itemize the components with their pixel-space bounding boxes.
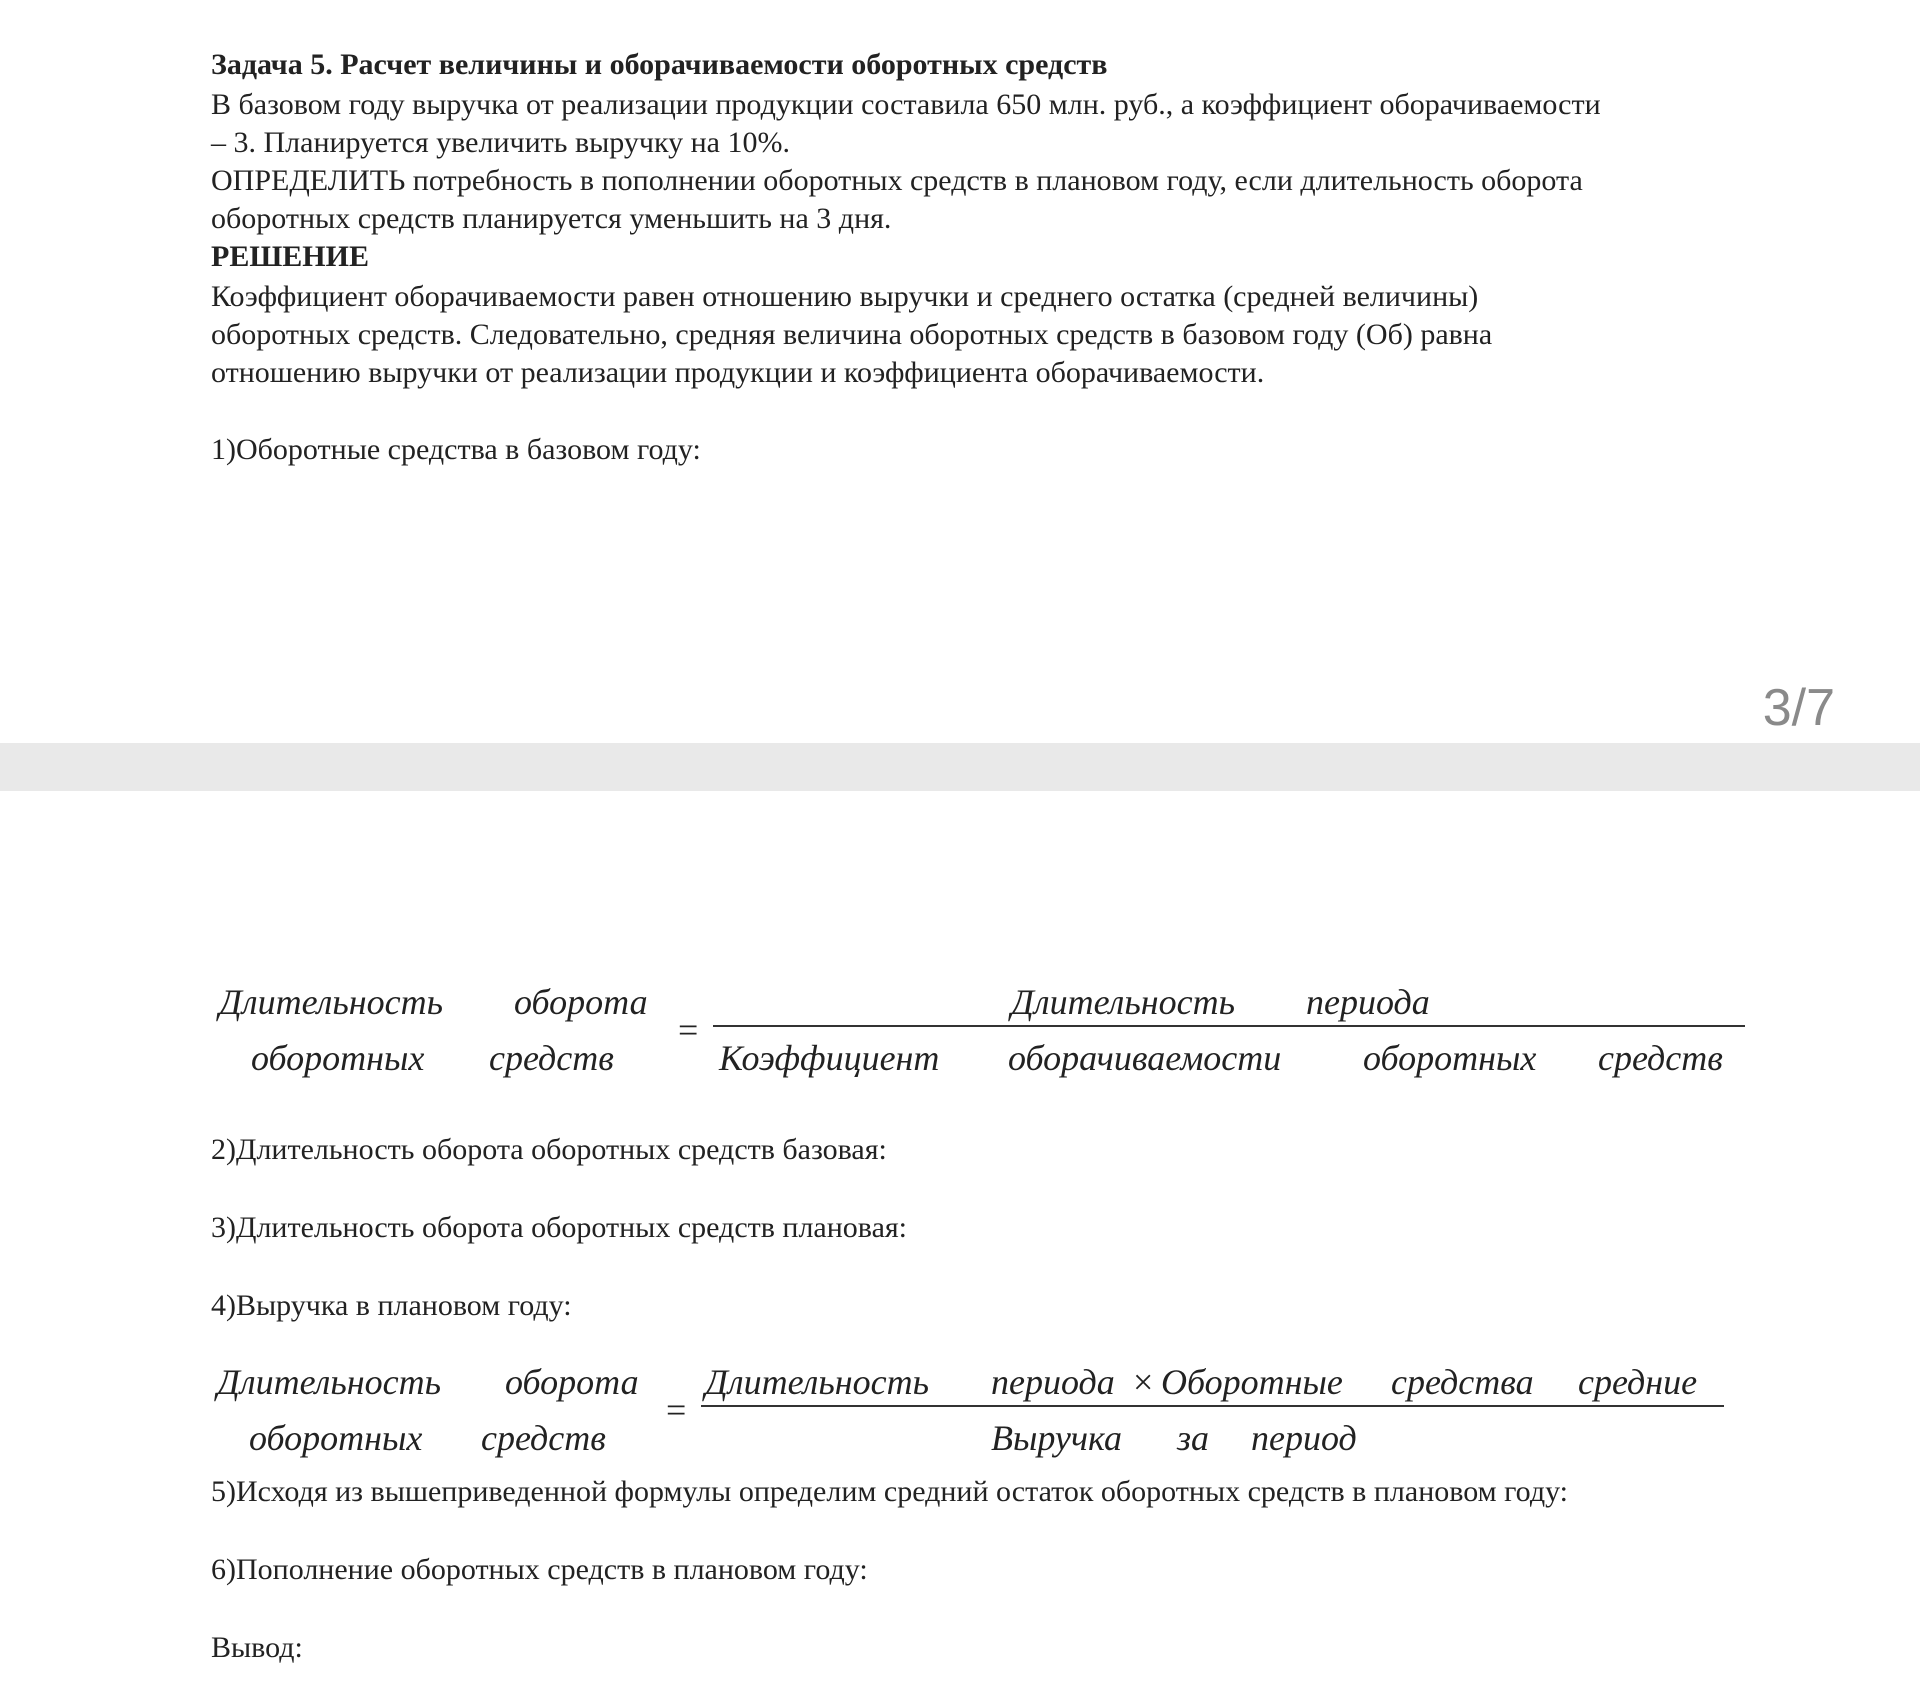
- formula2-numerator-3: Оборотные: [1161, 1362, 1343, 1402]
- step-5: 5)Исходя из вышеприведенной формулы определим средний остаток оборотных средств в плановом году:: [211, 1475, 1569, 1508]
- formula2-numerator-2: периода: [991, 1362, 1115, 1402]
- document-page-1: [0, 0, 1920, 743]
- formula1-lhs-bottom-2: средств: [489, 1038, 614, 1078]
- page-counter: 3/7: [1762, 679, 1835, 737]
- turnover-duration-formula: [211, 981, 1751, 1081]
- formula1-denominator-2: оборачиваемости: [1008, 1038, 1282, 1078]
- step-6: 6)Пополнение оборотных средств в плановом году:: [211, 1553, 868, 1586]
- task-title: Задача 5. Расчет величины и оборачиваемости оборотных средств: [211, 48, 1108, 81]
- formula2-numerator-4: средства: [1391, 1362, 1534, 1402]
- explanation-line-3: отношению выручки от реализации продукции и коэффициента оборачиваемости.: [211, 356, 1265, 389]
- formula1-lhs-bottom-1: оборотных: [251, 1038, 425, 1078]
- formula2-equals: =: [666, 1390, 687, 1430]
- formula2-numerator-1: Длительность: [705, 1362, 929, 1402]
- formula2-denominator-2: за: [1177, 1418, 1210, 1458]
- document-page-2: [0, 791, 1920, 1685]
- explanation-line-1: Коэффициент оборачиваемости равен отношению выручки и среднего остатка (средней величины): [211, 280, 1479, 313]
- formula2-lhs-bottom-2: средств: [481, 1418, 606, 1458]
- page-separator: [0, 743, 1920, 791]
- formula1-numerator-2: периода: [1306, 982, 1430, 1022]
- condition-line-1: В базовом году выручка от реализации продукции составила 650 млн. руб., а коэффициент оборачиваемости: [211, 88, 1601, 121]
- formula1-lhs-top-1: Длительность: [219, 982, 443, 1022]
- formula1-equals: =: [678, 1010, 699, 1050]
- task-line-2: оборотных средств планируется уменьшить на 3 дня.: [211, 202, 892, 235]
- formula1-fraction-bar: [713, 1025, 1745, 1027]
- formula2-lhs-bottom-1: оборотных: [249, 1418, 423, 1458]
- solution-heading: РЕШЕНИЕ: [211, 240, 369, 273]
- formula2-lhs-top-2: оборота: [505, 1362, 639, 1402]
- formula2-fraction-bar: [701, 1405, 1724, 1407]
- formula1-numerator-1: Длительность: [1011, 982, 1235, 1022]
- formula1-denominator-3: оборотных: [1363, 1038, 1537, 1078]
- step-2: 2)Длительность оборота оборотных средств базовая:: [211, 1133, 887, 1166]
- formula1-denominator-1: Коэффициент: [719, 1038, 940, 1078]
- turnover-duration-detailed-formula: [211, 1361, 1731, 1461]
- formula1-lhs-top-2: оборота: [514, 982, 648, 1022]
- task-line-1: ОПРЕДЕЛИТЬ потребность в пополнении оборотных средств в плановом году, если длительность оборота: [211, 164, 1583, 197]
- formula2-numerator-5: средние: [1578, 1362, 1698, 1402]
- step-3: 3)Длительность оборота оборотных средств плановая:: [211, 1211, 908, 1244]
- formula2-denominator-1: Выручка: [991, 1418, 1122, 1458]
- step-1: 1)Оборотные средства в базовом году:: [211, 433, 701, 466]
- formula2-lhs-top-1: Длительность: [217, 1362, 441, 1402]
- formula2-denominator-3: период: [1251, 1418, 1357, 1458]
- condition-line-2: – 3. Планируется увеличить выручку на 10%.: [211, 126, 790, 159]
- formula2-multiply: ×: [1133, 1362, 1154, 1402]
- step-4: 4)Выручка в плановом году:: [211, 1289, 572, 1322]
- conclusion-label: Вывод:: [211, 1631, 303, 1664]
- explanation-line-2: оборотных средств. Следовательно, средняя величина оборотных средств в базовом году (Об) равна: [211, 318, 1493, 351]
- formula1-denominator-4: средств: [1598, 1038, 1723, 1078]
